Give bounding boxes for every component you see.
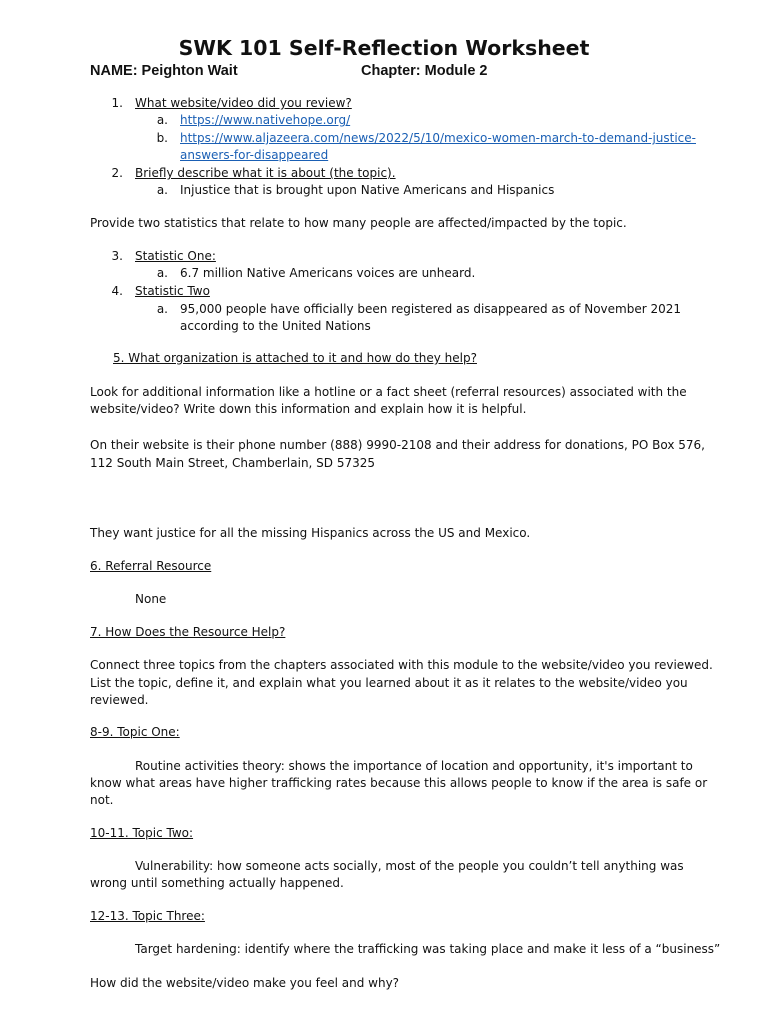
phone-line1: On their website is their phone number (888) 9990-2108 and their address for donations, PO Box 576, <box>90 438 705 452</box>
question-5: 5. What organization is attached to it and how do they help? <box>113 351 477 365</box>
list-number-3: 3. <box>111 249 123 263</box>
list-marker-4a: a. <box>156 302 168 316</box>
answer-4-line1: 95,000 people have officially been registered as disappeared as of November 2021 <box>180 302 682 316</box>
question-1: What website/video did you review? <box>135 96 352 110</box>
heading-12-13: 12-13. Topic Three: <box>90 909 205 923</box>
heading-10-11: 10-11. Topic Two: <box>90 826 194 840</box>
stats-prompt: Provide two statistics that relate to how many people are affected/impacted by the topic. <box>90 216 627 230</box>
lookfor-line2: website/video? Write down this information and explain how it is helpful. <box>90 402 527 416</box>
topic1-line3: not. <box>90 793 114 807</box>
lookfor-line1: Look for additional information like a hotline or a fact sheet (referral resources) associated with the <box>90 385 687 399</box>
list-marker-1a: a. <box>156 113 168 127</box>
chapter-label: Chapter: Module 2 <box>361 63 488 79</box>
connect-line1: Connect three topics from the chapters associated with this module to the website/video you reviewed. <box>90 658 713 672</box>
phone-line2: 112 South Main Street, Chamberlain, SD 57325 <box>90 456 376 470</box>
answer-4-line2: according to the United Nations <box>180 319 371 333</box>
link-nativehope[interactable]: https://www.nativehope.org/ <box>180 113 351 127</box>
heading-7: 7. How Does the Resource Help? <box>90 625 286 639</box>
justice-text: They want justice for all the missing Hispanics across the US and Mexico. <box>90 526 531 540</box>
connect-line2: List the topic, define it, and explain what you learned about it as it relates to the website/video you <box>90 676 688 690</box>
question-2: Briefly describe what it is about (the topic). <box>135 166 396 180</box>
topic1-line2: know what areas have higher trafficking rates because this allows people to know if the area is safe or <box>90 776 708 790</box>
answer-3: 6.7 million Native Americans voices are unheard. <box>180 266 476 280</box>
page-title: SWK 101 Self-Reflection Worksheet <box>178 36 590 60</box>
heading-8-9: 8-9. Topic One: <box>90 725 180 739</box>
topic1-line1: Routine activities theory: shows the importance of location and opportunity, it's important to <box>135 759 693 773</box>
topic2-line2: wrong until something actually happened. <box>90 876 344 890</box>
question-3: Statistic One: <box>135 249 216 263</box>
list-number-4: 4. <box>111 284 123 298</box>
link-aljazeera-line2[interactable]: answers-for-disappeared <box>180 148 329 162</box>
answer-6: None <box>135 592 167 606</box>
answer-2: Injustice that is brought upon Native Americans and Hispanics <box>180 183 555 197</box>
list-marker-3a: a. <box>156 266 168 280</box>
list-marker-2a: a. <box>156 183 168 197</box>
connect-line3: reviewed. <box>90 693 149 707</box>
list-number-2: 2. <box>111 166 123 180</box>
feel-question: How did the website/video make you feel and why? <box>90 976 400 990</box>
heading-6: 6. Referral Resource <box>90 559 212 573</box>
student-name: NAME: Peighton Wait <box>90 63 238 79</box>
list-marker-1b: b. <box>156 131 168 145</box>
topic2-line1: Vulnerability: how someone acts socially, most of the people you couldn’t tell anything was <box>135 859 684 873</box>
topic3-text: Target hardening: identify where the trafficking was taking place and make it less of a “business” <box>135 942 721 956</box>
question-4: Statistic Two <box>135 284 210 298</box>
link-aljazeera-line1[interactable]: https://www.aljazeera.com/news/2022/5/10/mexico-women-march-to-demand-justice- <box>180 131 696 145</box>
list-number-1: 1. <box>111 96 123 110</box>
